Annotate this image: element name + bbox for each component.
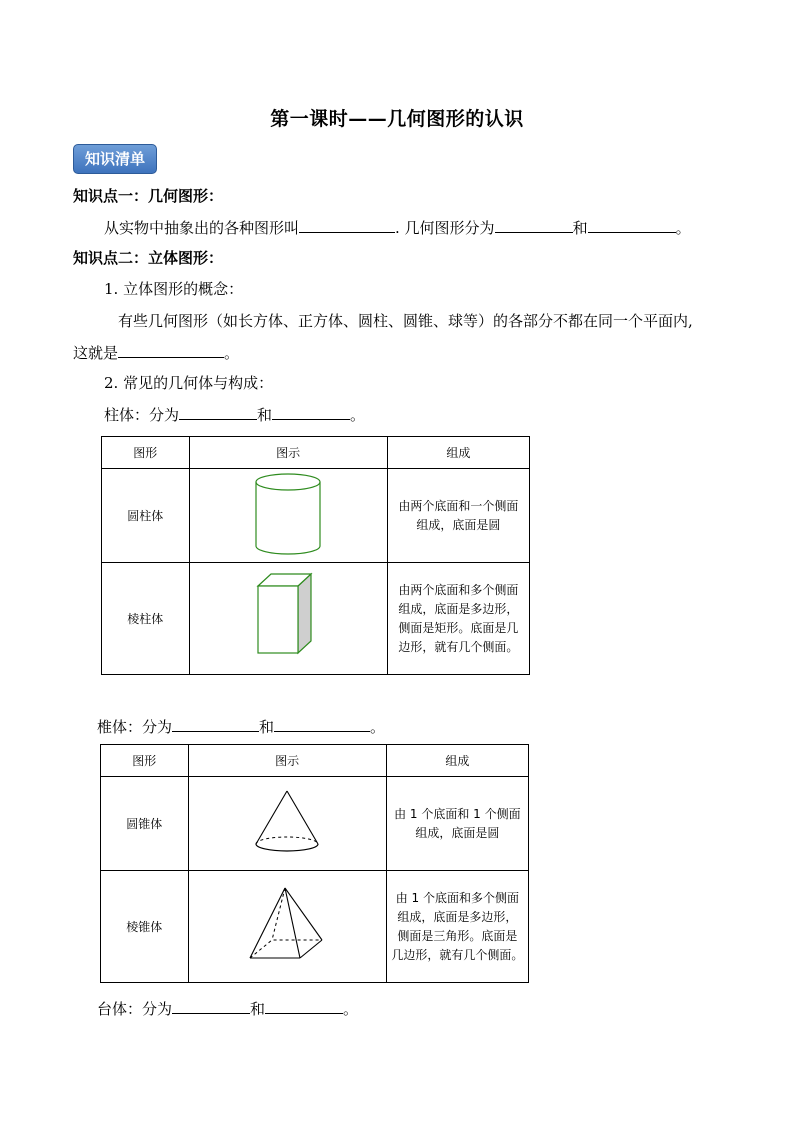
cylinder-icon <box>248 469 328 559</box>
desc-line: 由 1 个底面和 1 个侧面 <box>394 806 521 821</box>
header-diagram: 图示 <box>189 437 387 469</box>
row-desc <box>386 777 528 871</box>
and-text: 和 <box>259 718 275 736</box>
row-name: 棱柱体 <box>102 563 190 675</box>
section-badge: 知识清单 <box>73 144 157 174</box>
desc-line: 边形，就有几个侧面。 <box>398 639 519 654</box>
desc-line: 组成，底面是圆 <box>415 825 500 840</box>
blank-6 <box>272 404 350 420</box>
row-name: 圆柱体 <box>102 469 190 563</box>
cone-icon <box>252 787 322 857</box>
blank-7 <box>172 716 259 732</box>
row-diagram <box>189 469 387 563</box>
desc-line: 组成，底面是圆 <box>416 517 501 532</box>
end-mark: 。 <box>350 406 366 424</box>
point2-heading: 知识点二：立体图形： <box>73 249 224 267</box>
page-title: 第一课时——几何图形的认识 <box>270 108 524 130</box>
item2-label: 2. 常见的几何体与构成： <box>104 374 274 392</box>
concept-line-2 <box>73 342 239 363</box>
prism-table <box>101 436 530 675</box>
point1-sentence <box>104 217 691 238</box>
frustum-intro: 台体：分为 <box>97 1000 173 1018</box>
row-desc <box>387 563 529 675</box>
blank-10 <box>265 998 343 1014</box>
item1-label: 1. 立体图形的概念： <box>104 280 244 298</box>
desc-line: 由两个底面和一个侧面 <box>398 498 519 513</box>
end-mark: 。 <box>675 219 691 237</box>
concept-text: 这就是 <box>73 344 119 362</box>
blank-2 <box>495 217 573 233</box>
header-shape: 图形 <box>101 745 189 777</box>
row-diagram <box>188 777 386 871</box>
concept-end: 。 <box>224 344 240 362</box>
desc-line: 组成，底面是多边形， <box>398 601 519 616</box>
point1-text-a: 从实物中抽象出的各种图形叫 <box>104 219 300 237</box>
pyramid-icon <box>247 885 327 965</box>
row-name: 圆锥体 <box>101 777 189 871</box>
header-composition: 组成 <box>387 437 529 469</box>
prism-intro-line <box>104 404 365 425</box>
frustum-intro-line <box>97 998 358 1019</box>
desc-line: 由两个底面和多个侧面 <box>398 582 519 597</box>
blank-3 <box>588 217 676 233</box>
header-shape: 图形 <box>102 437 190 469</box>
row-diagram <box>188 871 386 983</box>
row-desc <box>386 871 528 983</box>
blank-8 <box>274 716 370 732</box>
header-diagram: 图示 <box>188 745 386 777</box>
row-diagram <box>189 563 387 675</box>
end-mark: 。 <box>370 718 386 736</box>
prism-intro: 柱体：分为 <box>104 406 180 424</box>
and-text: 和 <box>250 1000 266 1018</box>
blank-5 <box>179 404 257 420</box>
header-composition: 组成 <box>386 745 528 777</box>
desc-line: 由 1 个底面和多个侧面 <box>395 890 519 905</box>
and-text: 和 <box>572 219 588 237</box>
desc-line: 侧面是三角形。底面是 <box>397 928 518 943</box>
row-desc <box>387 469 529 563</box>
blank-1 <box>299 217 395 233</box>
and-text: 和 <box>257 406 273 424</box>
pyramid-intro: 椎体：分为 <box>97 718 173 736</box>
desc-line: 组成，底面是多边形， <box>397 909 518 924</box>
point1-text-b: . 几何图形分为 <box>395 219 495 237</box>
desc-line: 侧面是矩形。底面是几 <box>398 620 519 635</box>
prism-icon <box>253 572 323 662</box>
blank-9 <box>172 998 250 1014</box>
end-mark: 。 <box>343 1000 359 1018</box>
point1-heading: 知识点一：几何图形： <box>73 187 224 205</box>
desc-line: 几边形，就有几个侧面。 <box>391 947 524 962</box>
concept-line-1: 有些几何图形（如长方体、正方体、圆柱、圆锥、球等）的各部分不都在同一个平面内, <box>118 312 693 330</box>
pyramid-intro-line <box>97 716 385 737</box>
row-name: 棱锥体 <box>101 871 189 983</box>
blank-4 <box>118 342 224 358</box>
pyramid-table <box>100 744 529 983</box>
